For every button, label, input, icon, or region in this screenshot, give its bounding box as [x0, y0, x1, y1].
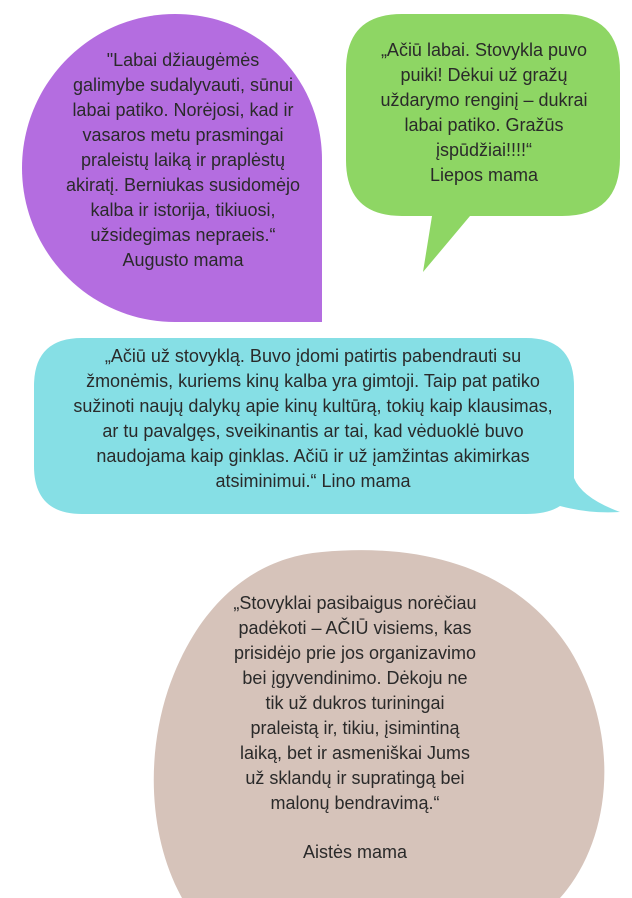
testimonial-author: Augusto mama — [122, 250, 244, 270]
testimonial-text: „Ačiū už stovyklą. Buvo įdomi patirtis pabendrauti su žmonėmis, kuriems kinų kalba yra gimtoji. Taip pat patiko sužinoti naujų dalykų apie kinų kultūrą, tokių kaip klausimas, ar tu pavalgęs, sveikinantis ar tai, kad vėduoklė buvo naudojama kaip ginklas. Ačiū ir už įamžintas akimirkas atsiminimui.“ — [73, 346, 553, 491]
testimonial-text: „Ačiū labai. Stovykla puvo puiki! Dėkui už gražų uždarymo renginį – dukrai labai patiko. Gražūs įspūdžiai!!!!“ — [380, 40, 588, 160]
testimonial-text: "Labai džiaugėmės galimybe sudalyvauti, sūnui labai patiko. Norėjosi, kad ir vasaros metu prasmingai praleistų laiką ir praplėstų akiratį. Berniukas susidomėjo kalba ir istorija, tikiuosi, užsidegimas nepraeis.“ — [65, 50, 301, 245]
testimonial-author: Lino mama — [321, 471, 411, 491]
testimonial-author: Liepos mama — [429, 165, 539, 185]
testimonial-lino — [48, 344, 578, 494]
testimonial-augusto — [48, 48, 318, 273]
testimonial-text: „Stovyklai pasibaigus norėčiau padėkoti – AČIŪ visiems, kas prisidėjo prie jos organizavimo bei įgyvendinimo. Dėkoju ne tik už dukros turiningai praleistą ir, tikiu, įsimintiną laiką, bet ir asmeniškai Jums už sklandų ir supratingą bei malonų bendravimą.“ — [233, 593, 477, 813]
testimonial-aistes — [205, 591, 505, 865]
testimonial-author: Aistės mama — [302, 842, 408, 862]
testimonial-liepos — [350, 38, 618, 188]
